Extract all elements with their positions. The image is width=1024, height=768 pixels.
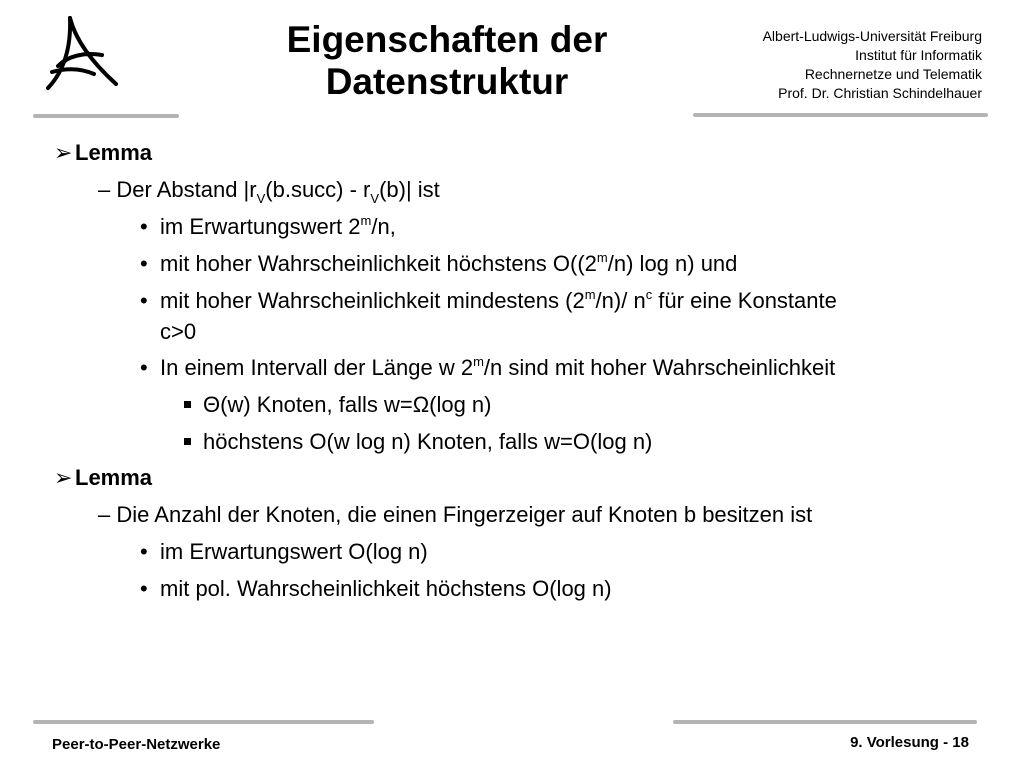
footer-course: Peer-to-Peer-Netzwerke: [52, 736, 221, 753]
affiliation-university: Albert-Ludwigs-Universität Freiburg: [762, 28, 982, 44]
bullet-dot-icon: •: [140, 355, 148, 380]
dash-marker: –: [98, 177, 117, 202]
lemma-2-label: Lemma: [75, 465, 153, 490]
header-rule-left: [33, 114, 179, 118]
lemma-1-statement: – Der Abstand $|r_V(b.succ) - r_V(b)|$ ist: [98, 177, 440, 206]
square-bullet-icon: [184, 438, 191, 445]
footer-rule-left: [33, 720, 374, 724]
bullet-dot-icon: •: [140, 214, 148, 239]
affiliation-professor: Prof. Dr. Christian Schindelhauer: [778, 85, 982, 101]
bullet-dot-icon: •: [140, 576, 148, 601]
affiliation-group: Rechnernetze und Telematik: [804, 66, 982, 82]
bullet-dot-icon: •: [140, 288, 148, 313]
dash-marker: –: [98, 502, 117, 527]
bullet-dot-icon: •: [140, 539, 148, 564]
affiliation-block: [763, 27, 982, 103]
lemma-1-label: Lemma: [75, 140, 153, 165]
lemma-2-statement: – Die Anzahl der Knoten, die einen Fingerzeiger auf Knoten b besitzen ist: [98, 502, 813, 527]
footer-page: 9. Vorlesung - 18: [850, 734, 969, 751]
title-line-1: Eigenschaften der: [286, 19, 608, 60]
university-logo: [36, 14, 126, 94]
header-rule-right: [693, 113, 988, 117]
arrow-bullet-icon: ➢: [54, 140, 73, 165]
arrow-bullet-icon: ➢: [54, 465, 73, 490]
footer-rule-right: [673, 720, 977, 724]
square-bullet-icon: [184, 401, 191, 408]
bullet-dot-icon: •: [140, 251, 148, 276]
slide-title: [222, 19, 672, 103]
affiliation-institute: Institut für Informatik: [855, 47, 982, 63]
title-line-2: Datenstruktur: [325, 61, 569, 102]
